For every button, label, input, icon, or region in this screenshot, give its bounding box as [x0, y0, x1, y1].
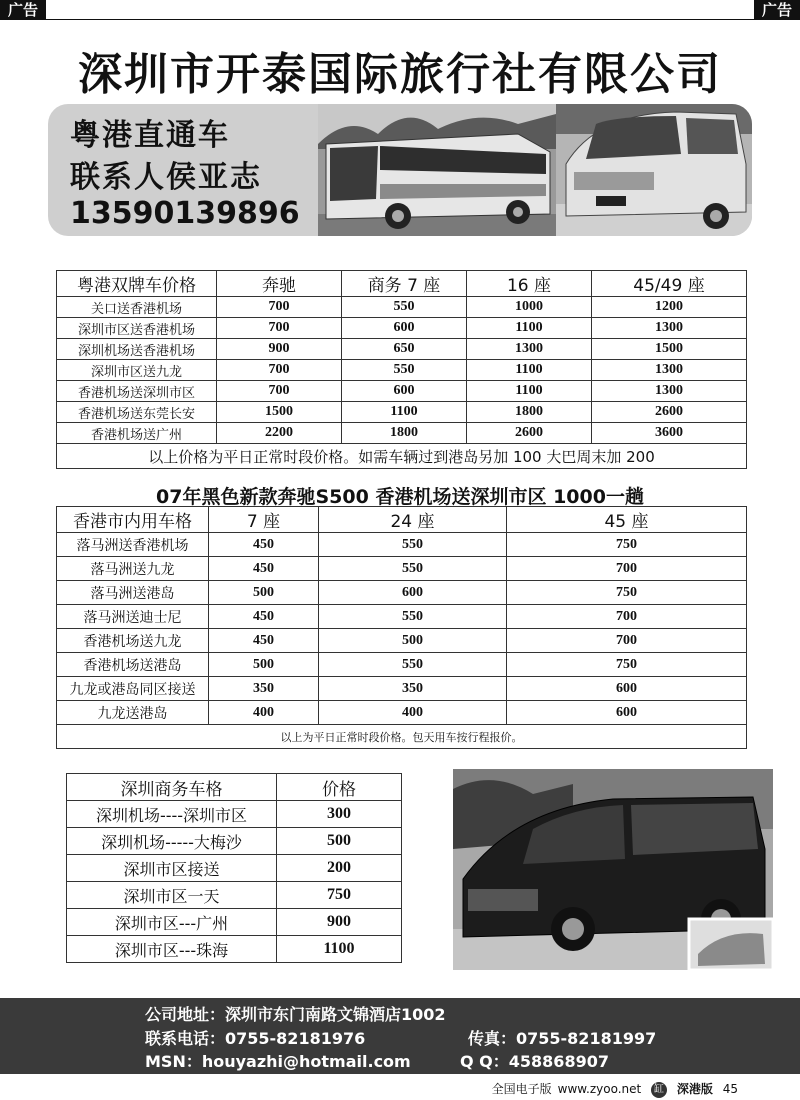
- price-cell: 700: [217, 360, 342, 381]
- price-cell: 2600: [467, 423, 592, 444]
- contact-box: [48, 104, 328, 236]
- ad-label-right: 广告: [754, 0, 800, 20]
- route-cell: 落马洲送香港机场: [57, 533, 209, 557]
- route-cell: 香港机场送九龙: [57, 629, 209, 653]
- table-row: [57, 653, 747, 677]
- price-cell: 300: [277, 801, 402, 828]
- table-row: [67, 909, 402, 936]
- table-row: [67, 855, 402, 882]
- table-row: [67, 882, 402, 909]
- route-cell: 香港机场送广州: [57, 423, 217, 444]
- price-cell: 1800: [342, 423, 467, 444]
- company-fax: 传真：0755-82181997: [468, 1029, 657, 1048]
- price-cell: 750: [507, 581, 747, 605]
- promo-headline: 07年黑色新款奔驰S500 香港机场送深圳市区 1000一趟: [156, 486, 644, 508]
- route-cell: 香港机场送东莞长安: [57, 402, 217, 423]
- table-row: [57, 629, 747, 653]
- table-row: [57, 339, 747, 360]
- page-number: 45: [722, 1082, 738, 1096]
- company-name: 深圳市开泰国际旅行社有限公司: [78, 49, 722, 100]
- price-cell: 500: [209, 653, 319, 677]
- table-row: [57, 533, 747, 557]
- table-note: 以上为平日正常时段价格。包天用车按行程报价。: [57, 725, 747, 749]
- section-label: 深港版: [676, 1082, 713, 1096]
- column-header: 24 座: [319, 507, 507, 533]
- page-footer: [0, 1080, 800, 1098]
- contact-person: 联系人侯亚志: [70, 160, 262, 195]
- table-row: [67, 936, 402, 963]
- column-header: 奔驰: [217, 271, 342, 297]
- price-cell: 900: [217, 339, 342, 360]
- table-row: [57, 605, 747, 629]
- route-cell: 落马洲送迪士尼: [57, 605, 209, 629]
- company-tel: 联系电话：0755-82181976: [145, 1029, 366, 1048]
- price-cell: 700: [217, 297, 342, 318]
- route-cell: 九龙或港岛同区接送: [57, 677, 209, 701]
- column-header: 7 座: [209, 507, 319, 533]
- table-row: [67, 801, 402, 828]
- price-cell: 700: [507, 557, 747, 581]
- table-note: 以上价格为平日正常时段价格。如需车辆过到港岛另加 100 大巴周末加 200: [57, 444, 747, 469]
- service-title: 粤港直通车: [70, 118, 230, 153]
- price-cell: 550: [342, 297, 467, 318]
- price-cell: 600: [342, 318, 467, 339]
- column-header: 深圳商务车格: [67, 774, 277, 801]
- price-cell: 1100: [467, 381, 592, 402]
- company-msn: MSN：houyazhi@hotmail.com: [145, 1052, 411, 1071]
- route-cell: 深圳市区送香港机场: [57, 318, 217, 339]
- price-cell: 1100: [467, 318, 592, 339]
- price-cell: 350: [209, 677, 319, 701]
- coach-bus-photo: [318, 104, 556, 236]
- price-cell: 600: [342, 381, 467, 402]
- price-cell: 900: [277, 909, 402, 936]
- price-cell: 700: [507, 629, 747, 653]
- minivan-photo: [556, 104, 752, 236]
- column-header: 价格: [277, 774, 402, 801]
- price-cell: 750: [277, 882, 402, 909]
- table-row: [57, 423, 747, 444]
- table-row: [57, 581, 747, 605]
- price-cell: 700: [217, 318, 342, 339]
- price-cell: 2200: [217, 423, 342, 444]
- price-cell: 1500: [217, 402, 342, 423]
- column-header: 商务 7 座: [342, 271, 467, 297]
- column-header: 16 座: [467, 271, 592, 297]
- route-cell: 落马洲送港岛: [57, 581, 209, 605]
- price-cell: 600: [507, 701, 747, 725]
- price-cell: 1000: [467, 297, 592, 318]
- company-address: 公司地址：深圳市东门南路文锦酒店1002: [145, 1005, 446, 1024]
- cross-border-price-table: [56, 270, 747, 469]
- price-cell: 550: [319, 605, 507, 629]
- price-cell: 550: [319, 557, 507, 581]
- company-qq: Q Q：458868907: [460, 1052, 609, 1071]
- table-row: [57, 402, 747, 423]
- price-cell: 450: [209, 533, 319, 557]
- price-cell: 750: [507, 533, 747, 557]
- price-cell: 3600: [592, 423, 747, 444]
- price-cell: 1800: [467, 402, 592, 423]
- route-cell: 深圳市区一天: [67, 882, 277, 909]
- site-url: www.zyoo.net: [557, 1082, 642, 1096]
- price-cell: 200: [277, 855, 402, 882]
- table-note-row: [57, 444, 747, 469]
- price-cell: 450: [209, 629, 319, 653]
- price-cell: 650: [342, 339, 467, 360]
- price-cell: 1300: [592, 318, 747, 339]
- badge-icon: 缸: [651, 1082, 667, 1098]
- edition-label: 全国电子版: [491, 1082, 552, 1096]
- table-header-row: [57, 507, 747, 533]
- table-row: [67, 828, 402, 855]
- column-header: 香港市内用车格: [57, 507, 209, 533]
- route-cell: 深圳市区---广州: [67, 909, 277, 936]
- price-cell: 1300: [467, 339, 592, 360]
- price-cell: 550: [342, 360, 467, 381]
- price-cell: 600: [319, 581, 507, 605]
- route-cell: 深圳机场-----大梅沙: [67, 828, 277, 855]
- table-row: [57, 381, 747, 402]
- price-cell: 1300: [592, 360, 747, 381]
- route-cell: 关口送香港机场: [57, 297, 217, 318]
- route-cell: 香港机场送深圳市区: [57, 381, 217, 402]
- table-row: [57, 360, 747, 381]
- price-cell: 500: [277, 828, 402, 855]
- route-cell: 九龙送港岛: [57, 701, 209, 725]
- price-cell: 750: [507, 653, 747, 677]
- route-cell: 深圳市区---珠海: [67, 936, 277, 963]
- price-cell: 500: [209, 581, 319, 605]
- price-cell: 550: [319, 533, 507, 557]
- black-mpv-photo: [453, 769, 773, 970]
- column-header: 45 座: [507, 507, 747, 533]
- price-cell: 450: [209, 605, 319, 629]
- route-cell: 深圳市区送九龙: [57, 360, 217, 381]
- route-cell: 深圳机场送香港机场: [57, 339, 217, 360]
- price-cell: 2600: [592, 402, 747, 423]
- price-cell: 350: [319, 677, 507, 701]
- contact-phone: 13590139896: [70, 196, 300, 231]
- table-row: [57, 677, 747, 701]
- price-cell: 1100: [467, 360, 592, 381]
- price-cell: 1100: [277, 936, 402, 963]
- route-cell: 深圳市区接送: [67, 855, 277, 882]
- price-cell: 1500: [592, 339, 747, 360]
- price-cell: 1200: [592, 297, 747, 318]
- route-cell: 落马洲送九龙: [57, 557, 209, 581]
- price-cell: 450: [209, 557, 319, 581]
- price-cell: 1100: [342, 402, 467, 423]
- price-cell: 1300: [592, 381, 747, 402]
- hk-local-price-table: [56, 506, 747, 749]
- table-header-row: [67, 774, 402, 801]
- top-rule: [46, 19, 754, 20]
- table-row: [57, 701, 747, 725]
- route-cell: 深圳机场----深圳市区: [67, 801, 277, 828]
- table-row: [57, 557, 747, 581]
- price-cell: 500: [319, 629, 507, 653]
- contact-footer: [0, 998, 800, 1074]
- price-cell: 400: [319, 701, 507, 725]
- price-cell: 700: [217, 381, 342, 402]
- table-header-row: [57, 271, 747, 297]
- price-cell: 400: [209, 701, 319, 725]
- price-cell: 550: [319, 653, 507, 677]
- price-cell: 600: [507, 677, 747, 701]
- table-row: [57, 318, 747, 339]
- ad-label-left: 广告: [0, 0, 46, 20]
- price-cell: 700: [507, 605, 747, 629]
- table-note-row: [57, 725, 747, 749]
- column-header: 45/49 座: [592, 271, 747, 297]
- shenzhen-business-car-table: [66, 773, 402, 963]
- table-row: [57, 297, 747, 318]
- column-header: 粤港双牌车价格: [57, 271, 217, 297]
- route-cell: 香港机场送港岛: [57, 653, 209, 677]
